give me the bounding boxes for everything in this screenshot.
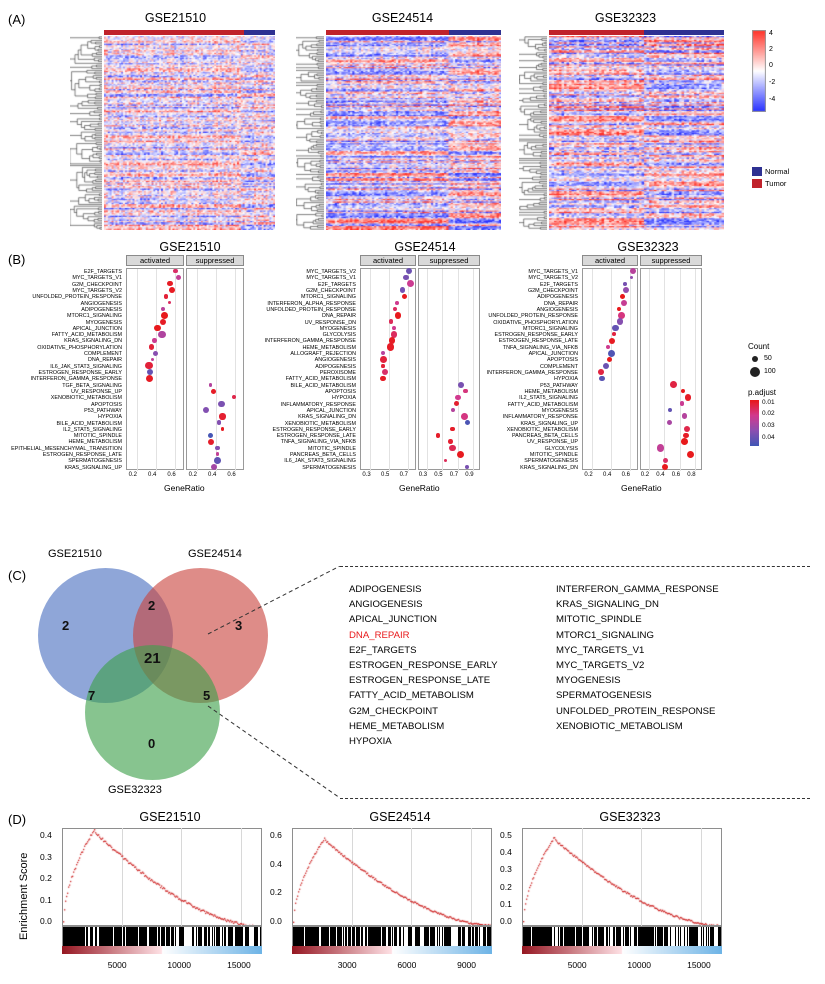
dotplot-term-label: INTERFERON_GAMMA_RESPONSE: [264, 338, 356, 345]
dotplot-term-label: MYC_TARGETS_V2: [306, 269, 356, 275]
gsea-ytick: 0.6: [270, 830, 282, 840]
venn-label-gse32323: GSE32323: [108, 784, 162, 796]
gsea-ytick: 0.1: [40, 894, 52, 905]
gsea-xtick: 15000: [687, 960, 711, 970]
dotplot-point[interactable]: [395, 301, 399, 305]
dotplot-header-suppressed: suppressed: [418, 255, 480, 266]
dotplot-term-label: PEROXISOME: [319, 370, 356, 376]
colorbar-tick-4: 4: [769, 30, 773, 37]
dotplot-term-label: ALLOGRAFT_REJECTION: [290, 351, 356, 358]
dotplot-point[interactable]: [169, 287, 175, 293]
dotplot-xtick: 0.4: [656, 472, 665, 478]
dotplot-term-label: IL6_JAK_STAT3_SIGNALING: [50, 363, 122, 370]
callout-connectors: [200, 566, 345, 799]
dotplot-term-label: MTORC1_SIGNALING: [66, 313, 122, 320]
dotplot-xtick: 0.6: [621, 472, 630, 478]
heatmap2-normal-annotation: [449, 30, 501, 35]
dotplot-term-label: ESTROGEN_RESPONSE_EARLY: [272, 426, 356, 433]
dotplot-term-label: ESTROGEN_RESPONSE_EARLY: [494, 332, 578, 339]
gsea-enrichment-curve: [63, 829, 261, 925]
dotplot-point[interactable]: [158, 331, 165, 338]
list-item: MYOGENESIS: [556, 675, 621, 687]
list-item: MITOTIC_SPINDLE: [556, 614, 642, 626]
dotplot-header-suppressed: suppressed: [640, 255, 702, 266]
heatmap1-tumor-annotation: [104, 30, 244, 35]
dotplot-term-label: P53_PATHWAY: [84, 407, 122, 414]
panel-a-title-3: GSE32323: [594, 11, 657, 25]
dotplot-point[interactable]: [161, 307, 165, 311]
dotplot-term-label: TNFA_SIGNALING_VIA_NFKB: [280, 439, 356, 446]
dotplot-term-label: MTORC1_SIGNALING: [522, 325, 578, 332]
count-legend-dot-100: [750, 367, 760, 377]
dotplot-term-label: ESTROGEN_RESPONSE_LATE: [276, 433, 356, 440]
dotplot-term-label: ADIPOGENESIS: [537, 294, 578, 301]
list-item: KRAS_SIGNALING_DN: [556, 599, 659, 611]
dotplot-term-label: APICAL_JUNCTION: [306, 407, 356, 414]
gridline: [427, 269, 428, 471]
gsea-ytick: 0.0: [270, 916, 282, 926]
dotplot-xaxis-title: GeneRatio: [399, 483, 440, 493]
venn-label-gse21510: GSE21510: [48, 548, 102, 560]
dotplot-term-label: E2F_TARGETS: [84, 269, 122, 275]
dotplot-xtick: 0.3: [418, 472, 428, 478]
dotplot-term-label: HYPOXIA: [554, 376, 578, 383]
gsea-ytick: 0.3: [40, 851, 52, 862]
venn-count-only-b: 3: [235, 618, 243, 633]
dotplot-term-label: SPERMATOGENESIS: [68, 458, 122, 465]
dotplot-point[interactable]: [387, 343, 394, 350]
dotplot-term-label: INTERFERON_ALPHA_RESPONSE: [267, 300, 356, 307]
dotplot-term-label: APOPTOSIS: [546, 357, 578, 364]
dotplot-header-activated: activated: [126, 255, 184, 266]
list-item: E2F_TARGETS: [349, 644, 417, 656]
gsea-xtick: 5000: [567, 960, 587, 970]
dotplot-term-labels: [430, 269, 578, 471]
dotplot-term-label: MYOGENESIS: [319, 325, 356, 332]
dotplot-point[interactable]: [400, 287, 406, 293]
gridline: [175, 269, 176, 471]
dotplot-xtick: 0.3: [362, 472, 371, 478]
dotplot-term-label: HEME_METABOLISM: [524, 388, 578, 395]
dotplot-point[interactable]: [402, 294, 407, 299]
gsea-xtick: 6000: [397, 960, 417, 970]
dotplot-point[interactable]: [164, 294, 168, 298]
dotplot-term-label: G2M_CHECKPOINT: [305, 287, 356, 294]
dotplot-term-label: UV_RESPONSE_DN: [304, 319, 356, 326]
gridline: [695, 269, 696, 471]
dotplot-term-label: GLYCOLYSIS: [544, 445, 578, 452]
dotplot-panel-activated: [126, 268, 184, 470]
venn-count-only-a: 2: [62, 618, 70, 633]
gridline: [389, 269, 390, 471]
padjust-tick-003: 0.03: [762, 422, 775, 429]
heatmap-gse24514: [296, 30, 501, 230]
gene-set-list-left: [349, 582, 498, 749]
heatmap1-normal-annotation: [244, 30, 275, 35]
list-item: MYC_TARGETS_V1: [556, 644, 645, 656]
gsea-ytick: 0.0: [500, 916, 512, 926]
dotplot-header-activated: activated: [360, 255, 416, 266]
list-item: FATTY_ACID_METABOLISM: [349, 690, 474, 702]
dotplot-point[interactable]: [599, 376, 605, 382]
dotplot-term-label: MYC_TARGETS_V1: [306, 275, 356, 282]
dotplot-point[interactable]: [606, 345, 610, 349]
dotplot-term-label: G2M_CHECKPOINT: [527, 287, 578, 294]
list-item: APICAL_JUNCTION: [349, 614, 437, 626]
gridline: [630, 269, 631, 471]
dotplot-term-label: OXIDATIVE_PHOSPHORYLATION: [493, 319, 578, 326]
dotplot-panel-suppressed: [640, 268, 702, 470]
dotplot-xtick: 0.6: [227, 472, 236, 478]
dotplot-panel-activated: [582, 268, 638, 470]
dotplot-term-label: MYC_TARGETS_V1: [528, 269, 578, 275]
dotplot-term-labels: [0, 269, 122, 471]
dotplot-point[interactable]: [380, 356, 387, 363]
dotplot-term-label: SPERMATOGENESIS: [302, 464, 356, 471]
dotplot-term-label: MYC_TARGETS_V1: [72, 275, 122, 282]
dotplot-term-label: ESTROGEN_RESPONSE_EARLY: [38, 370, 122, 376]
panel-c-label: (C): [8, 568, 27, 583]
dotplot-term-label: APOPTOSIS: [90, 401, 122, 408]
dotplot-xtick: 0.4: [603, 472, 612, 478]
dotplot-term-label: IL2_STAT5_SIGNALING: [63, 426, 122, 433]
colorbar-tick-0: 0: [769, 62, 773, 69]
panel-a-label: (A): [8, 12, 26, 27]
venn-count-bc: 5: [203, 688, 211, 703]
legend-normal-label: Normal: [765, 167, 790, 176]
legend-tumor-swatch: [752, 179, 762, 188]
dotplot-point[interactable]: [407, 280, 414, 287]
count-legend-label-100: 100: [764, 368, 776, 375]
dotplot-xaxis-title: GeneRatio: [621, 483, 662, 493]
list-item: HYPOXIA: [349, 736, 392, 748]
dotplot-term-label: APICAL_JUNCTION: [72, 325, 122, 332]
list-item: SPERMATOGENESIS: [556, 690, 652, 702]
panel-d-ylabel: Enrichment Score: [18, 852, 30, 940]
dotplot-point[interactable]: [630, 276, 633, 279]
dotplot-point[interactable]: [621, 300, 627, 306]
list-item: MYC_TARGETS_V2: [556, 660, 645, 672]
dotplot-header-activated: activated: [582, 255, 638, 266]
dotplot-term-label: PANCREAS_BETA_CELLS: [511, 433, 578, 440]
dotplot-term-label: DNA_REPAIR: [543, 300, 578, 307]
dotplot-point[interactable]: [657, 444, 664, 451]
dotplot-term-label: FATTY_ACID_METABOLISM: [285, 376, 356, 383]
callout-top-line: [340, 566, 810, 567]
panel-d-title-1: GSE21510: [139, 810, 201, 824]
dotplot-xtick: 0.9: [465, 472, 474, 478]
dotplot-term-label: E2F_TARGETS: [540, 281, 578, 288]
dotplot-term-label: ADIPOGENESIS: [81, 306, 122, 313]
dotplot-term-label: HEME_METABOLISM: [302, 344, 356, 351]
dotplot-xtick: 0.2: [640, 472, 650, 478]
dotplot-point[interactable]: [612, 332, 616, 336]
dotplot-term-label: ANGIOGENESIS: [80, 300, 122, 307]
dotplot-point[interactable]: [395, 312, 401, 318]
venn-count-ab: 2: [148, 598, 156, 613]
list-item: XENOBIOTIC_METABOLISM: [556, 720, 683, 732]
venn-count-ac: 7: [88, 688, 96, 703]
list-item: MTORC1_SIGNALING: [556, 629, 654, 641]
gridline: [649, 269, 650, 471]
dotplot-term-label: INFLAMMATORY_RESPONSE: [502, 414, 578, 421]
dotplot-term-label: E2F_TARGETS: [318, 281, 356, 288]
dotplot-term-label: APOPTOSIS: [324, 388, 356, 395]
dotplot-xtick: 0.8: [687, 472, 696, 478]
gsea-enrichment-curve: [523, 829, 721, 925]
dotplot-term-label: MYOGENESIS: [85, 319, 122, 326]
dotplot-term-label: OXIDATIVE_PHOSPHORYLATION: [37, 344, 122, 351]
panel-b-title-2: GSE24514: [394, 240, 456, 254]
callout-bottom-line: [340, 798, 810, 799]
dotplot-term-label: ESTROGEN_RESPONSE_LATE: [498, 338, 578, 345]
dotplot-point[interactable]: [609, 338, 615, 344]
dotplot-term-label: UV_RESPONSE_UP: [71, 388, 122, 395]
list-item: INTERFERON_GAMMA_RESPONSE: [556, 584, 719, 595]
dotplot-term-label: UNFOLDED_PROTEIN_RESPONSE: [266, 306, 356, 313]
gsea-xtick: 5000: [107, 960, 127, 970]
dotplot-term-label: DNA_REPAIR: [321, 313, 356, 320]
dotplot-xtick: 0.7: [399, 472, 408, 478]
gsea-rank-gradient: [62, 946, 262, 954]
panel-d-title-3: GSE32323: [599, 810, 661, 824]
gsea-ytick: 0.2: [40, 873, 52, 883]
dotplot-term-label: FATTY_ACID_METABOLISM: [507, 401, 578, 408]
dotplot-header-suppressed: suppressed: [186, 255, 244, 266]
list-item: G2M_CHECKPOINT: [349, 705, 439, 717]
gsea-ytick: 0.4: [40, 830, 52, 840]
dotplot-term-label: MYOGENESIS: [541, 407, 578, 414]
list-item: ANGIOGENESIS: [349, 599, 423, 611]
dotplot-term-label: KRAS_SIGNALING_DN: [298, 414, 356, 421]
dotplot-term-label: XENOBIOTIC_METABOLISM: [284, 420, 356, 427]
gsea-xtick: 9000: [457, 960, 477, 970]
gsea-enrichment-curve: [293, 829, 491, 925]
heatmap-gse21510: [70, 30, 275, 230]
dotplot-term-label: GLYCOLYSIS: [322, 332, 356, 339]
venn-label-gse24514: GSE24514: [188, 548, 242, 560]
panel-b-label: (B): [8, 252, 26, 267]
gsea-rank-gradient: [522, 946, 722, 954]
gsea-rank-gradient: [292, 946, 492, 954]
dotplot-term-label: INFLAMMATORY_RESPONSE: [280, 401, 356, 408]
dotplot-term-label: INTERFERON_GAMMA_RESPONSE: [30, 376, 122, 383]
list-item: ESTROGEN_RESPONSE_LATE: [349, 675, 491, 687]
dotplot-term-label: KRAS_SIGNALING_UP: [64, 464, 122, 471]
dotplot-term-label: HYPOXIA: [332, 395, 356, 402]
panel-d-label: (D): [8, 812, 27, 827]
dotplot-point[interactable]: [685, 394, 691, 400]
dotplot-point[interactable]: [161, 312, 168, 319]
count-legend-label-50: 50: [764, 355, 772, 362]
dotplot-term-label: FATTY_ACID_METABOLISM: [51, 332, 122, 339]
dotplot-term-label: HEME_METABOLISM: [68, 439, 122, 446]
heatmap2-tumor-annotation: [326, 30, 449, 35]
count-legend-dot-50: [752, 356, 758, 362]
dotplot-point[interactable]: [683, 433, 688, 438]
dotplot-term-label: EPITHELIAL_MESENCHYMAL_TRANSITION: [11, 445, 122, 452]
dotplot-term-label: MITOTIC_SPINDLE: [307, 445, 356, 452]
list-item: HEME_METABOLISM: [349, 720, 445, 732]
gridline: [408, 269, 409, 471]
dotplot-term-label: COMPLEMENT: [539, 363, 578, 370]
dotplot-term-label: MITOTIC_SPINDLE: [73, 433, 122, 440]
dotplot-term-label: COMPLEMENT: [83, 351, 122, 358]
dotplot-point[interactable]: [380, 376, 386, 382]
dotplot-term-label: XENOBIOTIC_METABOLISM: [506, 426, 578, 433]
dotplot-point[interactable]: [687, 451, 694, 458]
panel-d-title-2: GSE24514: [369, 810, 431, 824]
dotplot-point[interactable]: [598, 369, 604, 375]
dotplot-term-label: IL6_JAK_STAT3_SIGNALING: [284, 458, 356, 465]
panel-a-title-1: GSE21510: [144, 11, 207, 25]
gridline: [156, 269, 157, 471]
dotplot-term-label: MITOTIC_SPINDLE: [529, 452, 578, 459]
colorbar-tick-neg4: -4: [769, 96, 776, 103]
dotplot-term-label: TNFA_SIGNALING_VIA_NFKB: [502, 344, 578, 351]
padjust-tick-004: 0.04: [762, 434, 775, 441]
heatmap-gse32323: [519, 30, 724, 230]
dotplot-term-label: ESTROGEN_RESPONSE_LATE: [42, 452, 122, 459]
dotplot-xtick: 0.2: [128, 472, 137, 478]
dotplot-xtick: 0.5: [381, 472, 390, 478]
gsea-ytick: 0.4: [500, 847, 512, 858]
dotplot-xtick: 0.7: [449, 472, 459, 478]
dotplot-panel-activated: [360, 268, 416, 470]
dotplot-xaxis-title: GeneRatio: [164, 483, 205, 493]
panel-a-title-2: GSE24514: [371, 11, 434, 25]
count-legend-title: Count: [748, 342, 770, 351]
legend-normal-swatch: [752, 167, 762, 176]
dotplot-term-labels: [208, 269, 356, 471]
dotplot-term-label: TGF_BETA_SIGNALING: [62, 382, 122, 389]
gsea-xtick: 10000: [167, 960, 192, 970]
venn-count-only-c: 0: [148, 736, 156, 751]
gridline: [137, 269, 138, 471]
gsea-ytick: 0.5: [500, 830, 512, 840]
dotplot-point[interactable]: [620, 294, 625, 299]
dotplot-point[interactable]: [392, 326, 396, 330]
colorbar-tick-2: 2: [769, 46, 773, 53]
dotplot-term-label: P53_PATHWAY: [540, 382, 578, 389]
dotplot-term-label: MTORC1_SIGNALING: [300, 294, 356, 301]
dotplot-term-label: MYC_TARGETS_V2: [72, 287, 122, 294]
dotplot-xtick: 0.2: [584, 472, 593, 478]
list-item: UNFOLDED_PROTEIN_RESPONSE: [556, 705, 716, 717]
gene-set-list-right: [556, 582, 719, 734]
dotplot-term-label: BILE_ACID_METABOLISM: [290, 382, 356, 389]
panel-b-title-3: GSE32323: [617, 240, 679, 254]
dotplot-xtick: 0.5: [434, 472, 443, 478]
gsea-ytick: 0.1: [500, 898, 512, 909]
venn-count-abc: 21: [144, 650, 161, 667]
dotplot-term-label: IL2_STAT5_SIGNALING: [519, 395, 578, 402]
heatmap3-tumor-annotation: [549, 30, 644, 35]
dotplot-term-label: APICAL_JUNCTION: [528, 351, 578, 358]
gsea-xtick: 3000: [337, 960, 357, 970]
gridline: [197, 269, 198, 471]
colorbar-tick-neg2: -2: [769, 79, 776, 86]
dotplot-point[interactable]: [151, 358, 154, 361]
dotplot-term-label: MYC_TARGETS_V2: [528, 275, 578, 282]
gridline: [370, 269, 371, 471]
heatmap3-normal-annotation: [644, 30, 724, 35]
dotplot-term-label: G2M_CHECKPOINT: [71, 281, 122, 288]
dotplot-point[interactable]: [608, 350, 615, 357]
gsea-ytick: 0.2: [270, 887, 282, 898]
dotplot-term-label: KRAS_SIGNALING_DN: [64, 338, 122, 345]
dotplot-term-label: SPERMATOGENESIS: [524, 458, 578, 465]
dotplot-term-label: ANGIOGENESIS: [314, 357, 356, 364]
gridline: [592, 269, 593, 471]
gsea-ytick: 0.2: [500, 881, 512, 892]
dotplot-xtick: 0.4: [148, 472, 157, 478]
gsea-ytick: 0.3: [500, 864, 512, 875]
padjust-colorbar: [750, 400, 759, 446]
gridline: [664, 269, 665, 471]
gsea-xtick: 10000: [627, 960, 652, 970]
dotplot-point[interactable]: [381, 364, 384, 367]
dotplot-point[interactable]: [152, 338, 157, 343]
dotplot-term-label: XENOBIOTIC_METABOLISM: [50, 395, 122, 402]
gsea-ytick: 0.4: [270, 858, 282, 869]
dotplot-term-label: UNFOLDED_PROTEIN_RESPONSE: [32, 294, 122, 301]
dotplot-term-label: UNFOLDED_PROTEIN_RESPONSE: [488, 313, 578, 320]
padjust-tick-001: 0.01: [762, 399, 775, 406]
dotplot-xtick: 0.6: [167, 472, 176, 478]
gsea-ytick: 0.0: [40, 916, 52, 926]
dotplot-term-label: KRAS_SIGNALING_DN: [520, 464, 578, 471]
dotplot-point[interactable]: [160, 319, 166, 325]
heatmap-colorbar: [752, 30, 766, 112]
legend-tumor-label: Tumor: [765, 179, 787, 188]
padjust-tick-002: 0.02: [762, 410, 775, 417]
dotplot-term-label: ANGIOGENESIS: [536, 306, 578, 313]
dotplot-point[interactable]: [149, 344, 154, 349]
dotplot-term-label: INTERFERON_GAMMA_RESPONSE: [486, 370, 578, 376]
gsea-xtick: 15000: [227, 960, 251, 970]
dotplot-term-label: BILE_ACID_METABOLISM: [56, 420, 122, 427]
dotplot-term-label: UV_RESPONSE_UP: [527, 439, 578, 446]
list-item-dna-repair: DNA_REPAIR: [349, 629, 410, 641]
dotplot-xtick: 0.6: [671, 472, 681, 478]
panel-b-title-1: GSE21510: [159, 240, 221, 254]
dotplot-term-label: DNA_REPAIR: [87, 357, 122, 364]
dotplot-term-label: KRAS_SIGNALING_UP: [520, 420, 578, 427]
dotplot-xtick: 0.2: [188, 472, 197, 478]
dotplot-term-label: ADIPOGENESIS: [315, 363, 356, 370]
dotplot-point[interactable]: [623, 282, 627, 286]
list-item: ADIPOGENESIS: [349, 584, 422, 595]
dotplot-point[interactable]: [153, 351, 158, 356]
list-item: ESTROGEN_RESPONSE_EARLY: [349, 660, 498, 672]
padjust-legend-title: p.adjust: [748, 388, 777, 397]
dotplot-term-label: PANCREAS_BETA_CELLS: [289, 452, 356, 459]
dotplot-xtick: 0.4: [208, 472, 217, 478]
gridline: [611, 269, 612, 471]
dotplot-term-label: HYPOXIA: [98, 414, 122, 421]
